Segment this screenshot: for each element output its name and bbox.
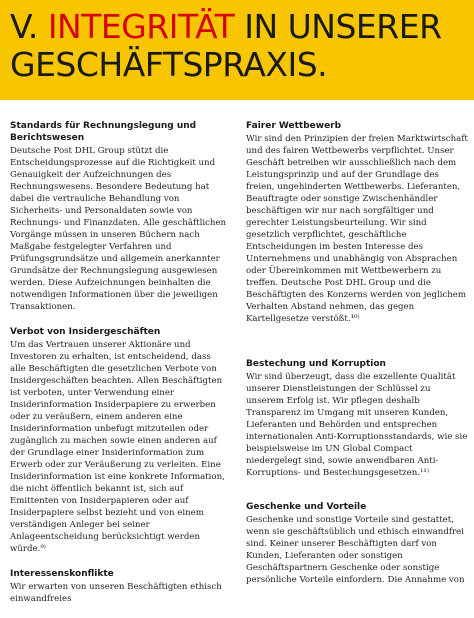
left-column — [10, 120, 228, 618]
title-rest: IN UNSERER GESCHÄFTSPRAXIS. — [10, 7, 442, 84]
section-heading: Interessenskonflikte — [10, 569, 114, 579]
title-prefix: V. — [10, 7, 48, 46]
section-body: Geschenke und sonstige Vorteile sind gestattet, wenn sie geschäftsüblich und ethisch einwandfrei sind. Keiner unserer Beschäftigten darf von Kunden, Lieferanten oder sonstigen Geschäftspartnern Geschenke oder sonstige persönliche Vorteile einfordern. Die Annahme von — [246, 515, 465, 585]
section-body: Deutsche Post DHL Group stützt die Entscheidungsprozesse auf die Richtigkeit und Genauigkeit der Aufzeichnungen des Rechnungswesens. Besondere Bedeutung hat dabei die vertrauliche Behandlung von Sicherheits- und Personaldaten sowie von Rechnungs- und Finanzdaten. Alle geschäftlichen Vorgänge müssen in unseren Büchern nach Maßgabe festgelegter Verfahren und Prüfungsgrundsätze und allgemein anerkannter Grundsätze der Rechnungslegung ausgewiesen werden. Diese Aufzeichnungen beinhalten die notwendigen Informationen über die jeweiligen Transaktionen. — [10, 146, 227, 312]
section-body: Wir erwarten von unseren Beschäftigten ethisch einwandfreies — [10, 582, 222, 604]
title-banner — [0, 0, 474, 100]
section-heading: Verbot von Insidergeschäften — [10, 327, 161, 337]
section-heading: Fairer Wettbewerb — [246, 121, 342, 131]
section-body: Wir sind überzeugt, dass die exzellente Qualität unserer Dienstleistungen der Schlüssel zu unserem Erfolg ist. Wir pflegen deshalb Transparenz im Umgang mit unseren Kunden, Lieferanten und Behörden und entsprechen internationalen Anti-Korruptionsstandards, wie sie beispielsweise im UN Global Compact niedergelegt sind, sowie anwendbaren Anti-Korruptions- und Bestechungsgesetzen.¹¹⁾ — [246, 372, 468, 478]
section-accounting — [10, 120, 228, 313]
section-body: Um das Vertrauen unserer Aktionäre und Investoren zu erhalten, ist entscheidend, dass alle Beschäftigten die gesetzlichen Verbote von Insidergeschäften beachten. Allen Beschäftigten ist verboten, unter Verwendung einer Insiderinformation Insiderpapiere zu erwerben oder zu veräußern, einem anderen eine Insiderinformation unbefugt mitzuteilen oder zugänglich zu machen sowie einen anderen auf der Grundlage einer Insiderinformation zum Erwerb oder zur Veräußerung zu verleiten. Eine Insiderinformation ist eine konkrete Information, die nicht öffentlich bekannt ist, sich auf Emittenten von Insiderpapieren oder auf Insiderpapiere selbst bezieht und von einem verständigen Anleger bei seiner Anlageentscheidung berücksichtigt werden würde.⁹⁾ — [10, 340, 225, 554]
section-heading: Bestechung und Korruption — [246, 359, 386, 369]
section-bribery — [246, 358, 468, 479]
section-conflicts — [10, 568, 228, 605]
section-body: Wir sind den Prinzipien der freien Marktwirtschaft und des fairen Wettbewerbs verpflichtet. Unser Geschäft betreiben wir ausschließlich nach dem Leistungsprinzip und auf der Grundlage des freien, ungehinderten Wettbewerbs. Lieferanten, Beauftragte oder sonstige Zwischenhändler beschäftigen wir nur nach sorgfältiger und gerechter Leistungsbeurteilung. Wir sind gesetzlich verpflichtet, geschäftliche Entscheidungen im besten Interesse des Unternehmens und unabhängig von Absprachen oder Übereinkommen mit Wettbewerbern zu treffen. Deutsche Post DHL Group und die Beschäftigten des Konzerns werden von jeglichem Verhalten Abstand nehmen, das gegen Kartellgesetze verstößt.¹⁰⁾ — [246, 134, 468, 324]
section-heading: Standards für Rechnungslegung und Berichtswesen — [10, 121, 197, 143]
section-fair-competition — [246, 120, 468, 325]
page-title — [10, 8, 470, 84]
section-insider — [10, 326, 228, 555]
title-accent: INTEGRITÄT — [47, 7, 235, 46]
right-column — [246, 120, 468, 599]
section-gifts — [246, 501, 468, 586]
section-heading: Geschenke und Vorteile — [246, 502, 367, 512]
